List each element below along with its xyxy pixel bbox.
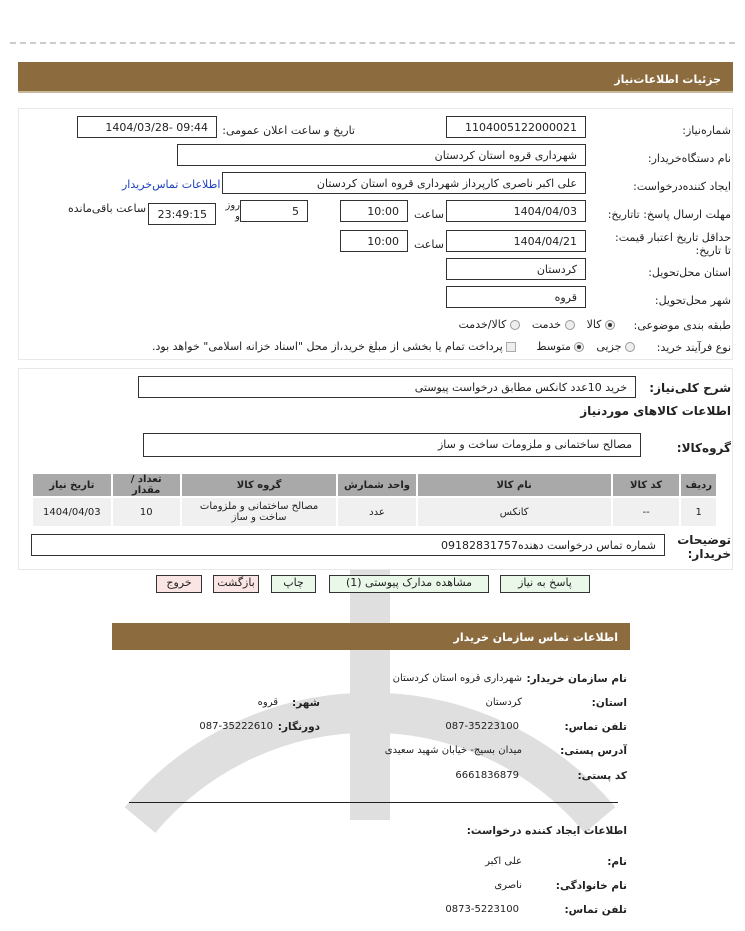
checkbox-icon[interactable] bbox=[506, 342, 516, 352]
deadline-time-field[interactable]: 10:00 bbox=[340, 200, 408, 222]
col-name: نام کالا bbox=[417, 473, 612, 497]
postal-label: کد پستی: bbox=[577, 770, 627, 782]
category-option-service[interactable]: خدمت bbox=[532, 318, 575, 331]
radio-icon[interactable] bbox=[565, 320, 575, 330]
cell-qty: 10 bbox=[112, 497, 181, 527]
family-label: نام خانوادگی: bbox=[555, 880, 627, 892]
days-remaining-field: 5 bbox=[240, 200, 308, 222]
col-date: تاریخ نیاز bbox=[32, 473, 112, 497]
process-option-minor[interactable]: جزیی bbox=[596, 340, 635, 353]
radio-icon[interactable] bbox=[510, 320, 520, 330]
validity-label: حداقل تاریخ اعتبار قیمت: تا تاریخ: bbox=[615, 231, 731, 257]
col-unit: واحد شمارش bbox=[337, 473, 416, 497]
top-divider bbox=[10, 42, 735, 44]
contact-province-value: کردستان bbox=[485, 697, 522, 708]
contact-header: اطلاعات تماس سازمان خریدار bbox=[112, 623, 630, 650]
cell-group: مصالح ساختمانی و ملزومات ساخت و ساز bbox=[181, 497, 338, 527]
category-option-both[interactable]: کالا/خدمت bbox=[459, 318, 520, 331]
goods-table bbox=[31, 472, 718, 528]
category-label: طبقه بندی موضوعی: bbox=[633, 319, 731, 332]
name-label: نام: bbox=[607, 856, 627, 868]
buyer-contact-link[interactable]: اطلاعات تماس‌خریدار bbox=[122, 178, 221, 191]
group-field: مصالح ساختمانی و ملزومات ساخت و ساز bbox=[143, 433, 641, 457]
col-code: کد کالا bbox=[612, 473, 681, 497]
fax-value: 087-35222610 bbox=[199, 721, 273, 732]
days-label: روز و bbox=[225, 200, 240, 222]
category-radio-group bbox=[459, 318, 616, 331]
col-group: گروه کالا bbox=[181, 473, 338, 497]
summary-field: خرید 10عدد کانکس مطابق درخواست پیوستی bbox=[138, 376, 636, 398]
remaining-time-field: 23:49:15 bbox=[148, 203, 216, 225]
contact-province-label: استان: bbox=[591, 697, 627, 709]
province-label: استان محل‌تحویل: bbox=[648, 266, 731, 279]
fax-label: دورنگار: bbox=[277, 721, 320, 733]
address-value: میدان بسیج- خیابان شهید سعیدی bbox=[384, 745, 522, 756]
contact-city-value: قروه bbox=[257, 697, 278, 708]
process-option-medium[interactable]: متوسط bbox=[536, 340, 584, 353]
process-radio-group bbox=[152, 340, 635, 353]
radio-selected-icon[interactable] bbox=[574, 342, 584, 352]
exit-button[interactable]: خروج bbox=[156, 575, 202, 593]
contact-city-label: شهر: bbox=[292, 697, 320, 709]
creator-label: ایجاد کننده‌درخواست: bbox=[633, 180, 731, 193]
postal-value: 6661836879 bbox=[455, 770, 519, 781]
table-header-row bbox=[32, 473, 717, 497]
contact-divider bbox=[129, 802, 618, 803]
buyer-notes-label: توضیحات خریدار: bbox=[677, 533, 731, 561]
creator-phone-label: تلفن تماس: bbox=[564, 904, 627, 916]
validity-time-field[interactable]: 10:00 bbox=[340, 230, 408, 252]
creator-phone-value: 0873-5223100 bbox=[445, 904, 519, 915]
need-number-label: شماره‌نیاز: bbox=[682, 124, 731, 137]
radio-selected-icon[interactable] bbox=[605, 320, 615, 330]
process-label: نوع فرآیند خرید: bbox=[656, 341, 731, 354]
radio-icon[interactable] bbox=[625, 342, 635, 352]
category-option-goods[interactable]: کالا bbox=[587, 318, 615, 331]
org-label: نام سازمان خریدار: bbox=[526, 673, 627, 685]
deadline-date-field[interactable]: 1404/04/03 bbox=[446, 200, 586, 222]
creator-field[interactable]: علی اکبر ناصری کارپرداز شهرداری قروه استان کردستان bbox=[222, 172, 586, 194]
buyer-org-label: نام دستگاه‌خریدار: bbox=[647, 152, 731, 165]
col-row: ردیف bbox=[680, 473, 717, 497]
cell-name: کانکس bbox=[417, 497, 612, 527]
validity-time-label: ساعت bbox=[414, 238, 444, 251]
goods-info-title: اطلاعات کالاهای موردنیاز bbox=[580, 404, 731, 418]
back-button[interactable]: بازگشت bbox=[213, 575, 259, 593]
treasury-checkbox-wrap[interactable]: پرداخت تمام یا بخشی از مبلغ خرید،از محل "اسناد خزانه اسلامی" خواهد بود. bbox=[152, 340, 516, 353]
summary-label: شرح کلی‌نیاز: bbox=[649, 381, 731, 395]
creator-info-title: اطلاعات ایجاد کننده درخواست: bbox=[466, 825, 627, 837]
group-label: گروه‌کالا: bbox=[676, 441, 731, 455]
announce-label: تاریخ و ساعت اعلان عمومی: bbox=[222, 124, 355, 137]
family-value: ناصری bbox=[494, 880, 522, 891]
page-header: جزئیات اطلاعات‌نیاز bbox=[18, 62, 733, 93]
phone-label: تلفن تماس: bbox=[564, 721, 627, 733]
address-label: آدرس پستی: bbox=[560, 745, 627, 757]
cell-code: -- bbox=[612, 497, 681, 527]
print-button[interactable]: چاپ bbox=[271, 575, 316, 593]
buyer-org-field[interactable]: شهرداری قروه استان کردستان bbox=[177, 144, 586, 166]
city-field[interactable]: قروه bbox=[446, 286, 586, 308]
remaining-label: ساعت باقی‌مانده bbox=[68, 202, 147, 215]
need-number-field[interactable]: 1104005122000021 bbox=[446, 116, 586, 138]
city-label: شهر محل‌تحویل: bbox=[654, 294, 731, 307]
deadline-label: مهلت ارسال پاسخ: تاتاریخ: bbox=[607, 208, 731, 221]
province-field[interactable]: کردستان bbox=[446, 258, 586, 280]
table-row bbox=[32, 497, 717, 527]
deadline-time-label: ساعت bbox=[414, 208, 444, 221]
cell-date: 1404/04/03 bbox=[32, 497, 112, 527]
col-qty: تعداد / مقدار bbox=[112, 473, 181, 497]
validity-date-field[interactable]: 1404/04/21 bbox=[446, 230, 586, 252]
reply-button[interactable]: پاسخ به نیاز bbox=[500, 575, 590, 593]
announce-field[interactable]: 1404/03/28- 09:44 bbox=[77, 116, 217, 138]
cell-row: 1 bbox=[680, 497, 717, 527]
org-value: شهرداری قروه استان کردستان bbox=[392, 673, 522, 684]
view-attachments-button[interactable]: مشاهده مدارک پیوستی (1) bbox=[329, 575, 489, 593]
buyer-notes-field: شماره تماس درخواست دهنده09182831757 bbox=[31, 534, 665, 556]
phone-value: 087-35223100 bbox=[445, 721, 519, 732]
cell-unit: عدد bbox=[337, 497, 416, 527]
name-value: علی اکبر bbox=[485, 856, 522, 867]
